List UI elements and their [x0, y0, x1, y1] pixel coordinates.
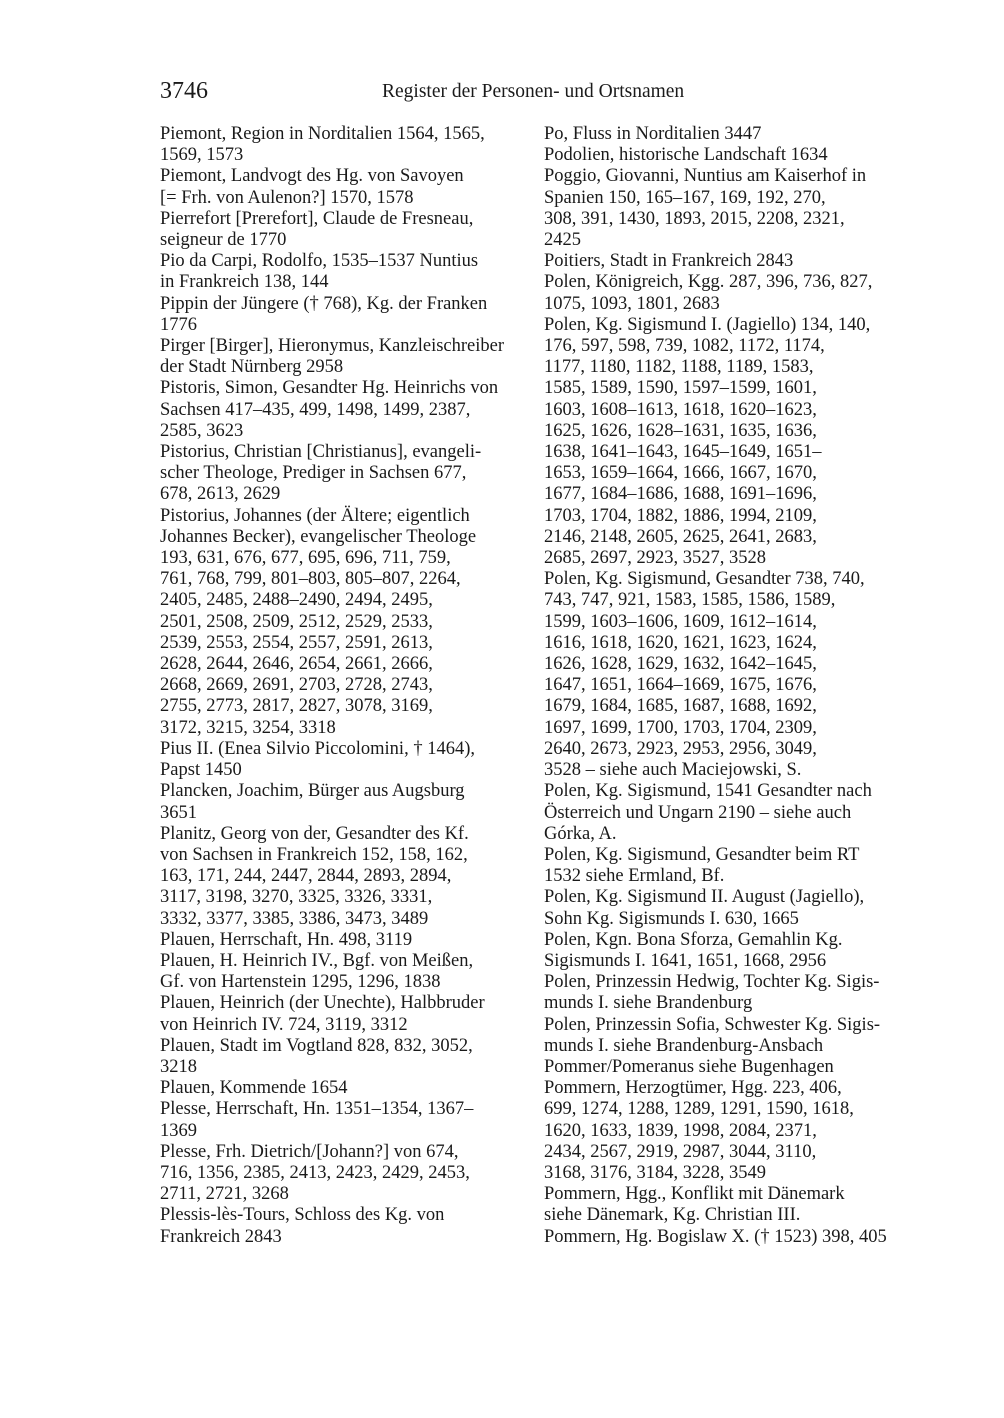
index-entry-line: Polen, Kgn. Bona Sforza, Gemahlin Kg.	[544, 929, 843, 950]
index-entry-line: Plancken, Joachim, Bürger aus Augsburg	[160, 781, 465, 802]
index-entry	[544, 251, 912, 272]
index-entry-line: Gf. von Hartenstein 1295, 1296, 1838	[160, 972, 441, 993]
index-entry-line: Plesse, Frh. Dietrich/[Johann?] von 674,	[160, 1141, 459, 1162]
index-entry-line: in Frankreich 138, 144	[160, 272, 329, 293]
index-entry-line: 1369	[160, 1120, 197, 1141]
index-entry-line: 2434, 2567, 2919, 2987, 3044, 3110,	[544, 1141, 817, 1162]
index-entry-line: 743, 747, 921, 1583, 1585, 1586, 1589,	[544, 590, 836, 611]
index-entry-line: scher Theologe, Prediger in Sachsen 677,	[160, 463, 467, 484]
index-entry-line: [= Frh. von Aulenon?] 1570, 1578	[160, 187, 414, 208]
index-entry-line: Pommern, Hgg., Konflikt mit Dänemark	[544, 1184, 845, 1205]
index-entry-line: 3528 – siehe auch Maciejowski, S.	[544, 760, 802, 781]
index-entry-line: Pistorius, Christian [Christianus], evangeli-	[160, 442, 482, 463]
index-entry-line: Górka, A.	[544, 823, 617, 844]
index-entry-line: 2628, 2644, 2646, 2654, 2661, 2666,	[160, 654, 433, 675]
index-entry-line: Polen, Prinzessin Sofia, Schwester Kg. Sigis-	[544, 1014, 881, 1035]
index-entry-line: 193, 631, 676, 677, 695, 696, 711, 759,	[160, 548, 451, 569]
index-entry-line: 1585, 1589, 1590, 1597–1599, 1601,	[544, 378, 817, 399]
index-entry-line: 699, 1274, 1288, 1289, 1291, 1590, 1618,	[544, 1099, 854, 1120]
index-entry-line: Plauen, Kommende 1654	[160, 1078, 348, 1099]
index-entry-line: Plauen, H. Heinrich IV., Bgf. von Meißen,	[160, 950, 474, 971]
index-entry-line: 3218	[160, 1056, 197, 1077]
index-entry	[160, 251, 528, 293]
index-entry-line: 308, 391, 1430, 1893, 2015, 2208, 2321,	[544, 208, 845, 229]
index-entry	[544, 1078, 912, 1184]
index-entry-line: 2711, 2721, 3268	[160, 1184, 289, 1205]
index-entry-line: Österreich und Ungarn 2190 – siehe auch	[544, 802, 852, 823]
index-entry-line: Polen, Kg. Sigismund, Gesandter beim RT	[544, 844, 860, 865]
index-entry-line: Sachsen 417–435, 499, 1498, 1499, 2387,	[160, 399, 471, 420]
index-entry	[160, 336, 528, 378]
index-entry-line: Po, Fluss in Norditalien 3447	[544, 124, 762, 144]
index-entry-line: 2146, 2148, 2605, 2625, 2641, 2683,	[544, 526, 817, 547]
index-entry-line: Polen, Prinzessin Hedwig, Tochter Kg. Sigis-	[544, 972, 880, 993]
index-entry-line: Pius II. (Enea Silvio Piccolomini, † 1464),	[160, 738, 475, 759]
index-entry	[544, 781, 912, 845]
index-entry-line: Polen, Kg. Sigismund, 1541 Gesandter nach	[544, 781, 872, 802]
index-entry-line: Polen, Kg. Sigismund II. August (Jagiello),	[544, 887, 865, 908]
index-entry-line: 1703, 1704, 1882, 1886, 1994, 2109,	[544, 505, 817, 526]
index-entry-line: 1616, 1618, 1620, 1621, 1623, 1624,	[544, 632, 817, 653]
index-entry-line: Plauen, Heinrich (der Unechte), Halbbruder	[160, 993, 485, 1014]
index-entry-line: seigneur de 1770	[160, 230, 287, 251]
index-entry-line: 1638, 1641–1643, 1645–1649, 1651–	[544, 442, 822, 463]
index-entry-line: 2539, 2553, 2554, 2557, 2591, 2613,	[160, 632, 433, 653]
index-entry-line: Polen, Kg. Sigismund, Gesandter 738, 740,	[544, 569, 865, 590]
index-entry	[544, 1184, 912, 1226]
index-entry	[160, 378, 528, 442]
index-entry-line: Polen, Königreich, Kgg. 287, 396, 736, 827,	[544, 272, 873, 293]
index-entry-line: 1677, 1684–1686, 1688, 1691–1696,	[544, 484, 817, 505]
page-number: 3746	[160, 78, 208, 104]
index-entry-line: 2501, 2508, 2509, 2512, 2529, 2533,	[160, 611, 433, 632]
index-entry-line: Johannes Becker), evangelischer Theologe	[160, 526, 477, 547]
index-entry	[544, 1015, 912, 1057]
index-entry-line: Pistorius, Johannes (der Ältere; eigentlich	[160, 505, 470, 526]
index-entry-line: von Heinrich IV. 724, 3119, 3312	[160, 1014, 408, 1035]
index-entry	[160, 209, 528, 251]
index-entry-line: 2640, 2673, 2923, 2953, 2956, 3049,	[544, 738, 817, 759]
index-entry-line: 1569, 1573	[160, 145, 244, 166]
index-entry	[544, 124, 912, 145]
index-entry-line: 3168, 3176, 3184, 3228, 3549	[544, 1162, 766, 1183]
index-entry-line: Plauen, Stadt im Vogtland 828, 832, 3052,	[160, 1035, 473, 1056]
index-entry-line: Pistoris, Simon, Gesandter Hg. Heinrichs von	[160, 378, 499, 399]
index-entry-line: Pommer/Pomeranus siehe Bugenhagen	[544, 1056, 834, 1077]
index-entry	[160, 506, 528, 739]
index-entry-line: 1653, 1659–1664, 1666, 1667, 1670,	[544, 463, 817, 484]
index-entry-line: 1776	[160, 314, 197, 335]
index-entry-line: Spanien 150, 165–167, 169, 192, 270,	[544, 187, 826, 208]
index-entry	[160, 781, 528, 823]
index-entry	[544, 272, 912, 314]
index-entry	[544, 845, 912, 887]
index-entry-line: Sohn Kg. Sigismunds I. 630, 1665	[544, 908, 799, 929]
index-entry-line: 3172, 3215, 3254, 3318	[160, 717, 336, 738]
index-entry-line: Piemont, Region in Norditalien 1564, 1565,	[160, 124, 485, 144]
index-entry-line: munds I. siehe Brandenburg-Ansbach	[544, 1035, 824, 1056]
index-entry-line: Planitz, Georg von der, Gesandter des Kf.	[160, 823, 469, 844]
index-entry-line: 163, 171, 244, 2447, 2844, 2893, 2894,	[160, 866, 452, 887]
index-entry	[160, 930, 528, 951]
index-entry-line: 2405, 2485, 2488–2490, 2494, 2495,	[160, 590, 433, 611]
index-entry-line: 1075, 1093, 1801, 2683	[544, 293, 720, 314]
index-entry	[544, 145, 912, 166]
index-entry-line: Poggio, Giovanni, Nuntius am Kaiserhof in	[544, 166, 867, 187]
index-entry-line: 2685, 2697, 2923, 3527, 3528	[544, 548, 766, 569]
index-entry	[160, 1036, 528, 1078]
index-entry	[544, 1227, 912, 1248]
index-entry-line: 1647, 1651, 1664–1669, 1675, 1676,	[544, 675, 817, 696]
index-entry	[544, 887, 912, 929]
index-entry-line: 761, 768, 799, 801–803, 805–807, 2264,	[160, 569, 461, 590]
index-entry	[544, 569, 912, 781]
index-entry	[160, 824, 528, 930]
index-entry-line: Sigismunds I. 1641, 1651, 1668, 2956	[544, 950, 827, 971]
index-column-right	[544, 124, 912, 1248]
index-entry-line: 1626, 1628, 1629, 1632, 1642–1645,	[544, 654, 817, 675]
index-entry-line: Frankreich 2843	[160, 1226, 282, 1247]
index-entry-line: Podolien, historische Landschaft 1634	[544, 145, 828, 166]
index-entry-line: 2585, 3623	[160, 420, 244, 441]
index-entry-line: 1620, 1633, 1839, 1998, 2084, 2371,	[544, 1120, 817, 1141]
index-entry-line: Pierrefort [Prerefort], Claude de Fresneau,	[160, 208, 474, 229]
index-entry	[160, 166, 528, 208]
index-entry	[544, 930, 912, 972]
index-entry-line: Plesse, Herrschaft, Hn. 1351–1354, 1367–	[160, 1099, 474, 1120]
index-entry-line: Plessis-lès-Tours, Schloss des Kg. von	[160, 1205, 445, 1226]
index-entry	[544, 166, 912, 251]
index-entry-line: 1697, 1699, 1700, 1703, 1704, 2309,	[544, 717, 817, 738]
index-entry-line: Pio da Carpi, Rodolfo, 1535–1537 Nuntius	[160, 251, 479, 272]
index-entry-line: 1625, 1626, 1628–1631, 1635, 1636,	[544, 420, 817, 441]
index-entry-line: Pirger [Birger], Hieronymus, Kanzleischreiber	[160, 336, 505, 357]
index-entry-line: Piemont, Landvogt des Hg. von Savoyen	[160, 166, 464, 187]
index-entry	[544, 315, 912, 569]
index-entry-line: 1532 siehe Ermland, Bf.	[544, 866, 725, 887]
index-entry	[160, 124, 528, 166]
index-entry-line: 1599, 1603–1606, 1609, 1612–1614,	[544, 611, 817, 632]
index-entry-line: 1679, 1684, 1685, 1687, 1688, 1692,	[544, 696, 817, 717]
index-entry	[160, 1099, 528, 1141]
index-entry-line: 3117, 3198, 3270, 3325, 3326, 3331,	[160, 887, 433, 908]
index-entry	[160, 1205, 528, 1247]
index-entry	[160, 1142, 528, 1206]
index-column-left	[160, 124, 528, 1248]
index-entry	[160, 1078, 528, 1099]
index-entry-line: Plauen, Herrschaft, Hn. 498, 3119	[160, 929, 413, 950]
index-entry	[544, 972, 912, 1014]
index-entry	[160, 442, 528, 506]
index-entry-line: 2755, 2773, 2817, 2827, 3078, 3169,	[160, 696, 433, 717]
index-entry-line: 3651	[160, 802, 197, 823]
index-entry-line: Pommern, Hg. Bogislaw X. († 1523) 398, 405	[544, 1226, 887, 1247]
index-entry	[160, 993, 528, 1035]
index-entry-line: Polen, Kg. Sigismund I. (Jagiello) 134, 140,	[544, 314, 871, 335]
index-entry-line: 176, 597, 598, 739, 1082, 1172, 1174,	[544, 336, 825, 357]
running-head: Register der Personen- und Ortsnamen	[382, 81, 685, 102]
index-entry-line: von Sachsen in Frankreich 152, 158, 162,	[160, 844, 468, 865]
index-entry-line: 1177, 1180, 1182, 1188, 1189, 1583,	[544, 357, 814, 378]
index-entry-line: siehe Dänemark, Kg. Christian III.	[544, 1205, 801, 1226]
index-entry-line: der Stadt Nürnberg 2958	[160, 357, 344, 378]
index-entry	[160, 294, 528, 336]
index-entry-line: Papst 1450	[160, 760, 242, 781]
index-entry-line: munds I. siehe Brandenburg	[544, 993, 753, 1014]
index-entry-line: 3332, 3377, 3385, 3386, 3473, 3489	[160, 908, 429, 929]
index-entry-line: 2425	[544, 230, 581, 251]
index-entry-line: Poitiers, Stadt in Frankreich 2843	[544, 251, 794, 272]
index-entry-line: Pommern, Herzogtümer, Hgg. 223, 406,	[544, 1078, 842, 1099]
index-entry	[160, 739, 528, 781]
index-entry-line: Pippin der Jüngere († 768), Kg. der Franken	[160, 293, 488, 314]
index-entry-line: 2668, 2669, 2691, 2703, 2728, 2743,	[160, 675, 433, 696]
index-entry-line: 716, 1356, 2385, 2413, 2423, 2429, 2453,	[160, 1162, 470, 1183]
index-entry	[544, 1057, 912, 1078]
index-entry	[160, 951, 528, 993]
index-entry-line: 1603, 1608–1613, 1618, 1620–1623,	[544, 399, 817, 420]
index-entry-line: 678, 2613, 2629	[160, 484, 281, 505]
